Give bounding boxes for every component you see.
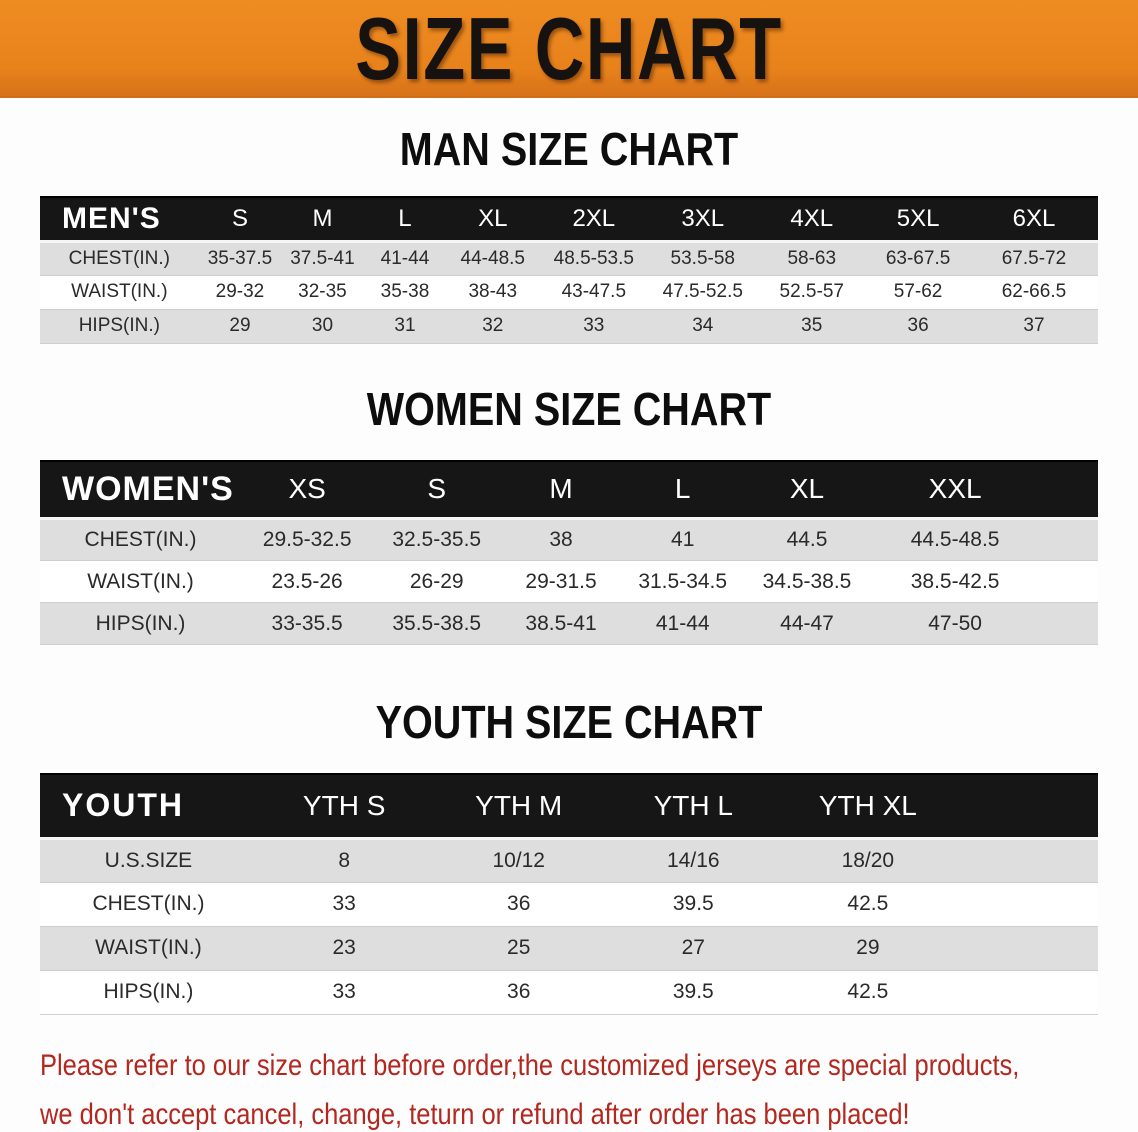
spacer-cell xyxy=(1040,603,1098,645)
table-row xyxy=(40,241,1098,275)
size-value-cell: 63-67.5 xyxy=(866,241,970,275)
size-value-cell: 38.5-42.5 xyxy=(870,561,1039,603)
size-value-cell: 36 xyxy=(431,970,606,1014)
size-value-cell: 38 xyxy=(500,519,622,561)
size-value-cell: 42.5 xyxy=(781,970,956,1014)
table-row xyxy=(40,275,1098,309)
disclaimer-text xyxy=(40,1041,1020,1132)
size-value-cell: 33 xyxy=(539,309,648,343)
table-row xyxy=(40,603,1098,645)
size-value-cell: 31.5-34.5 xyxy=(622,561,744,603)
size-value-cell: 34.5-38.5 xyxy=(744,561,871,603)
table-row xyxy=(40,882,1098,926)
size-column-header: L xyxy=(364,197,447,241)
size-value-cell: 27 xyxy=(606,926,781,970)
table-row xyxy=(40,926,1098,970)
header-row xyxy=(40,461,1098,519)
women-size-table xyxy=(40,460,1098,646)
row-label: WAIST(IN.) xyxy=(40,275,199,309)
youth-chart-heading: YOUTH SIZE CHART xyxy=(375,696,763,748)
spacer-cell xyxy=(1040,461,1098,519)
size-column-header: S xyxy=(373,461,500,519)
size-column-header: XL xyxy=(744,461,871,519)
size-value-cell: 33 xyxy=(257,882,432,926)
size-value-cell: 32-35 xyxy=(281,275,364,309)
row-label: HIPS(IN.) xyxy=(40,970,257,1014)
size-value-cell: 38.5-41 xyxy=(500,603,622,645)
size-value-cell: 57-62 xyxy=(866,275,970,309)
size-value-cell: 44-48.5 xyxy=(446,241,539,275)
spacer-cell xyxy=(955,970,1098,1014)
spacer-cell xyxy=(955,882,1098,926)
header-row xyxy=(40,774,1098,838)
size-value-cell: 34 xyxy=(648,309,757,343)
row-label: HIPS(IN.) xyxy=(40,309,199,343)
size-value-cell: 47-50 xyxy=(870,603,1039,645)
size-value-cell: 53.5-58 xyxy=(648,241,757,275)
size-column-header: S xyxy=(199,197,282,241)
size-column-header: YTH XL xyxy=(781,774,956,838)
size-value-cell: 41-44 xyxy=(364,241,447,275)
size-value-cell: 10/12 xyxy=(431,838,606,882)
size-value-cell: 25 xyxy=(431,926,606,970)
size-value-cell: 23.5-26 xyxy=(241,561,373,603)
men-size-table xyxy=(40,196,1098,344)
size-column-header: 5XL xyxy=(866,197,970,241)
men-chart-heading: MAN SIZE CHART xyxy=(399,123,739,175)
table-row xyxy=(40,561,1098,603)
table-row xyxy=(40,970,1098,1014)
size-column-header: 3XL xyxy=(648,197,757,241)
size-value-cell: 30 xyxy=(281,309,364,343)
size-column-header: YTH M xyxy=(431,774,606,838)
size-value-cell: 29-31.5 xyxy=(500,561,622,603)
size-column-header: XXL xyxy=(870,461,1039,519)
size-value-cell: 35.5-38.5 xyxy=(373,603,500,645)
size-value-cell: 35-37.5 xyxy=(199,241,282,275)
size-value-cell: 41 xyxy=(622,519,744,561)
size-value-cell: 29 xyxy=(781,926,956,970)
table-corner-label: WOMEN'S xyxy=(40,461,241,519)
table-row xyxy=(40,309,1098,343)
size-value-cell: 32.5-35.5 xyxy=(373,519,500,561)
row-label: WAIST(IN.) xyxy=(40,926,257,970)
size-value-cell: 41-44 xyxy=(622,603,744,645)
table-corner-label: YOUTH xyxy=(40,774,257,838)
row-label: CHEST(IN.) xyxy=(40,882,257,926)
row-label: U.S.SIZE xyxy=(40,838,257,882)
size-value-cell: 35-38 xyxy=(364,275,447,309)
size-value-cell: 18/20 xyxy=(781,838,956,882)
size-value-cell: 36 xyxy=(866,309,970,343)
banner xyxy=(0,0,1138,98)
size-value-cell: 67.5-72 xyxy=(970,241,1098,275)
disclaimer-line: Please refer to our size chart before order,the customized jerseys are special products, xyxy=(40,1048,1020,1082)
size-column-header: M xyxy=(500,461,622,519)
size-value-cell: 35 xyxy=(757,309,866,343)
table-row xyxy=(40,519,1098,561)
spacer-cell xyxy=(1040,561,1098,603)
size-value-cell: 23 xyxy=(257,926,432,970)
size-column-header: XS xyxy=(241,461,373,519)
size-column-header: M xyxy=(281,197,364,241)
size-value-cell: 48.5-53.5 xyxy=(539,241,648,275)
table-corner-label: MEN'S xyxy=(40,197,199,241)
size-value-cell: 44-47 xyxy=(744,603,871,645)
size-value-cell: 14/16 xyxy=(606,838,781,882)
size-value-cell: 42.5 xyxy=(781,882,956,926)
size-value-cell: 37 xyxy=(970,309,1098,343)
row-label: CHEST(IN.) xyxy=(40,241,199,275)
row-label: WAIST(IN.) xyxy=(40,561,241,603)
header-row xyxy=(40,197,1098,241)
size-value-cell: 36 xyxy=(431,882,606,926)
size-column-header: 2XL xyxy=(539,197,648,241)
size-value-cell: 31 xyxy=(364,309,447,343)
size-column-header: YTH L xyxy=(606,774,781,838)
size-value-cell: 52.5-57 xyxy=(757,275,866,309)
size-value-cell: 44.5-48.5 xyxy=(870,519,1039,561)
size-value-cell: 32 xyxy=(446,309,539,343)
row-label: HIPS(IN.) xyxy=(40,603,241,645)
size-value-cell: 44.5 xyxy=(744,519,871,561)
size-value-cell: 29.5-32.5 xyxy=(241,519,373,561)
size-value-cell: 33-35.5 xyxy=(241,603,373,645)
spacer-cell xyxy=(1040,519,1098,561)
size-column-header: XL xyxy=(446,197,539,241)
size-value-cell: 33 xyxy=(257,970,432,1014)
size-value-cell: 62-66.5 xyxy=(970,275,1098,309)
row-label: CHEST(IN.) xyxy=(40,519,241,561)
banner-title: SIZE CHART xyxy=(355,0,783,98)
disclaimer-line: we don't accept cancel, change, teturn or refund after order has been placed! xyxy=(40,1097,910,1131)
size-value-cell: 58-63 xyxy=(757,241,866,275)
size-column-header: L xyxy=(622,461,744,519)
size-value-cell: 39.5 xyxy=(606,970,781,1014)
spacer-cell xyxy=(955,774,1098,838)
size-column-header: YTH S xyxy=(257,774,432,838)
size-value-cell: 47.5-52.5 xyxy=(648,275,757,309)
size-column-header: 6XL xyxy=(970,197,1098,241)
size-value-cell: 37.5-41 xyxy=(281,241,364,275)
size-value-cell: 39.5 xyxy=(606,882,781,926)
women-chart-heading: WOMEN SIZE CHART xyxy=(366,382,772,435)
spacer-cell xyxy=(955,838,1098,882)
spacer-cell xyxy=(955,926,1098,970)
size-value-cell: 26-29 xyxy=(373,561,500,603)
size-value-cell: 38-43 xyxy=(446,275,539,309)
size-value-cell: 29-32 xyxy=(199,275,282,309)
youth-size-table xyxy=(40,773,1098,1015)
size-value-cell: 29 xyxy=(199,309,282,343)
table-row xyxy=(40,838,1098,882)
size-value-cell: 8 xyxy=(257,838,432,882)
size-value-cell: 43-47.5 xyxy=(539,275,648,309)
size-column-header: 4XL xyxy=(757,197,866,241)
